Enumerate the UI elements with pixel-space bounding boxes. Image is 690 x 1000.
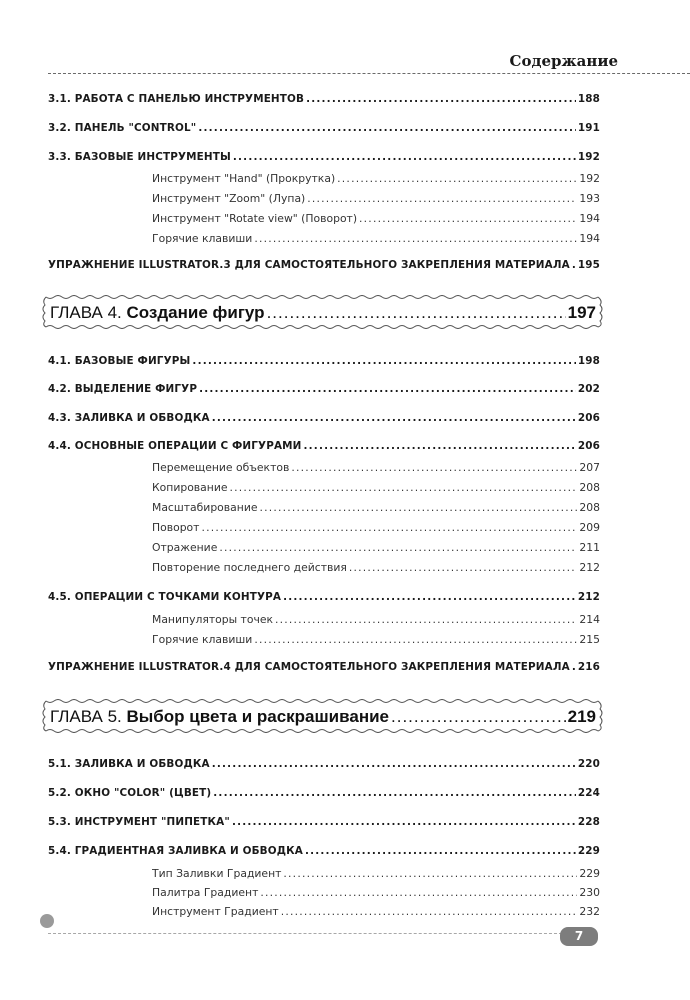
dot-leader xyxy=(201,521,577,534)
dot-leader xyxy=(199,383,576,395)
toc-entry-title: Инструмент Градиент xyxy=(152,905,279,918)
dot-leader xyxy=(198,122,576,134)
toc-entry-page: 212 xyxy=(579,561,600,574)
header-divider xyxy=(48,73,690,74)
dot-leader xyxy=(232,816,576,828)
toc-entry-page: 194 xyxy=(579,232,600,245)
toc-entry[interactable] xyxy=(48,816,600,828)
dot-leader xyxy=(219,541,577,554)
toc-entry-page: 206 xyxy=(577,440,600,452)
toc-entry-page: 215 xyxy=(579,633,600,646)
dot-leader xyxy=(260,886,577,899)
toc-entry-title: 4.3. ЗАЛИВКА И ОБВОДКА xyxy=(48,412,210,424)
toc-entry-title: Палитра Градиент xyxy=(152,886,259,899)
running-header-title: Содержание xyxy=(509,52,618,70)
toc-entry-page: 228 xyxy=(577,816,600,828)
dot-leader xyxy=(391,707,566,727)
toc-entry-title: УПРАЖНЕНИЕ ILLUSTRATOR.4 ДЛЯ САМОСТОЯТЕЛЬНОГО ЗАКРЕПЛЕНИЯ МАТЕРИАЛА xyxy=(48,661,570,673)
dot-leader xyxy=(304,440,576,452)
toc-subentry[interactable] xyxy=(152,867,600,880)
footer-dot-icon xyxy=(40,914,54,928)
toc-entry-title: Горячие клавиши xyxy=(152,633,253,646)
toc-entry-page: 209 xyxy=(579,521,600,534)
toc-entry[interactable] xyxy=(48,787,600,799)
chapter-title: Создание фигур xyxy=(126,303,265,322)
chapter-heading-4[interactable] xyxy=(40,295,606,329)
toc-entry-page: 198 xyxy=(577,355,600,367)
dot-leader xyxy=(254,232,577,245)
toc-entry[interactable] xyxy=(48,259,600,271)
dot-leader xyxy=(275,613,577,626)
toc-entry-title: 4.4. ОСНОВНЫЕ ОПЕРАЦИИ С ФИГУРАМИ xyxy=(48,440,302,452)
chapter-page: 219 xyxy=(567,707,596,726)
dot-leader xyxy=(213,787,576,799)
toc-entry-title: Масштабирование xyxy=(152,501,258,514)
toc-entry[interactable] xyxy=(48,758,600,770)
toc-subentry[interactable] xyxy=(152,905,600,918)
chapter-page: 197 xyxy=(567,303,596,322)
page-number-badge: 7 xyxy=(560,927,598,946)
toc-entry-page: 192 xyxy=(579,172,600,185)
toc-entry[interactable] xyxy=(48,151,600,163)
toc-entry[interactable] xyxy=(48,845,600,857)
toc-subentry[interactable] xyxy=(152,633,600,646)
toc-subentry[interactable] xyxy=(152,212,600,225)
chapter-label: ГЛАВА 4. xyxy=(50,303,122,322)
chapter-title: Выбор цвета и раскрашивание xyxy=(126,707,389,726)
toc-subentry[interactable] xyxy=(152,481,600,494)
toc-entry-title: 3.1. РАБОТА С ПАНЕЛЬЮ ИНСТРУМЕНТОВ xyxy=(48,93,305,105)
dot-leader xyxy=(291,461,577,474)
toc-entry-page: 188 xyxy=(577,93,600,105)
toc-entry-title: 5.2. ОКНО "COLOR" (ЦВЕТ) xyxy=(48,787,212,799)
toc-entry-page: 224 xyxy=(577,787,600,799)
toc-entry-page: 192 xyxy=(577,151,600,163)
toc-subentry[interactable] xyxy=(152,886,600,899)
toc-entry-page: 194 xyxy=(579,212,600,225)
toc-entry-page: 229 xyxy=(577,845,600,857)
toc-entry-page: 230 xyxy=(579,886,600,899)
toc-entry-title: 3.2. ПАНЕЛЬ "CONTROL" xyxy=(48,122,197,134)
dot-leader xyxy=(260,501,578,514)
dot-leader xyxy=(572,661,576,673)
toc-entry-page: 212 xyxy=(577,591,600,603)
toc-entry[interactable] xyxy=(48,661,600,673)
dot-leader xyxy=(307,192,577,205)
toc-subentry[interactable] xyxy=(152,521,600,534)
toc-entry-title: Тип Заливки Градиент xyxy=(152,867,282,880)
dot-leader xyxy=(281,905,578,918)
dot-leader xyxy=(192,355,575,367)
dot-leader xyxy=(337,172,577,185)
dot-leader xyxy=(233,151,576,163)
toc-entry-page: 193 xyxy=(579,192,600,205)
toc-entry-title: 5.4. ГРАДИЕНТНАЯ ЗАЛИВКА И ОБВОДКА xyxy=(48,845,303,857)
toc-subentry[interactable] xyxy=(152,172,600,185)
toc-entry[interactable] xyxy=(48,93,600,105)
toc-entry-title: Перемещение объектов xyxy=(152,461,290,474)
toc-entry-title: Инструмент "Rotate view" (Поворот) xyxy=(152,212,358,225)
dot-leader xyxy=(254,633,577,646)
dot-leader xyxy=(283,591,576,603)
toc-entry-page: 207 xyxy=(579,461,600,474)
dot-leader xyxy=(230,481,578,494)
toc-entry-page: 208 xyxy=(579,501,600,514)
dot-leader xyxy=(212,412,576,424)
toc-entry[interactable] xyxy=(48,591,600,603)
toc-entry-page: 202 xyxy=(577,383,600,395)
toc-entry[interactable] xyxy=(48,122,600,134)
toc-subentry[interactable] xyxy=(152,561,600,574)
toc-entry-title: УПРАЖНЕНИЕ ILLUSTRATOR.3 ДЛЯ САМОСТОЯТЕЛЬНОГО ЗАКРЕПЛЕНИЯ МАТЕРИАЛА xyxy=(48,259,570,271)
toc-entry-title: Копирование xyxy=(152,481,228,494)
toc-subentry[interactable] xyxy=(152,461,600,474)
toc-entry-page: 191 xyxy=(577,122,600,134)
dot-leader xyxy=(267,303,566,323)
toc-entry-title: 4.5. ОПЕРАЦИИ С ТОЧКАМИ КОНТУРА xyxy=(48,591,282,603)
toc-entry-page: 220 xyxy=(577,758,600,770)
toc-entry-title: Инструмент "Zoom" (Лупа) xyxy=(152,192,306,205)
toc-entry[interactable] xyxy=(48,440,600,452)
toc-entry-page: 208 xyxy=(579,481,600,494)
toc-subentry[interactable] xyxy=(152,192,600,205)
chapter-label: ГЛАВА 5. xyxy=(50,707,122,726)
toc-entry-title: 5.1. ЗАЛИВКА И ОБВОДКА xyxy=(48,758,210,770)
toc-subentry[interactable] xyxy=(152,501,600,514)
toc-entry-title: 5.3. ИНСТРУМЕНТ "ПИПЕТКА" xyxy=(48,816,230,828)
dot-leader xyxy=(572,259,576,271)
dot-leader xyxy=(305,845,576,857)
toc-entry-title: Отражение xyxy=(152,541,218,554)
toc-subentry[interactable] xyxy=(152,541,600,554)
toc-entry-title: Повторение последнего действия xyxy=(152,561,347,574)
toc-subentry[interactable] xyxy=(152,613,600,626)
dot-leader xyxy=(306,93,576,105)
toc-entry-page: 206 xyxy=(577,412,600,424)
footer-divider xyxy=(48,933,572,934)
toc-entry-title: Поворот xyxy=(152,521,200,534)
toc-entry-page: 195 xyxy=(577,259,600,271)
toc-entry-page: 216 xyxy=(577,661,600,673)
toc-entry-page: 211 xyxy=(579,541,600,554)
dot-leader xyxy=(283,867,577,880)
toc-entry[interactable] xyxy=(48,412,600,424)
toc-entry-title: 4.2. ВЫДЕЛЕНИЕ ФИГУР xyxy=(48,383,198,395)
toc-entry-page: 214 xyxy=(579,613,600,626)
toc-entry[interactable] xyxy=(48,355,600,367)
toc-subentry[interactable] xyxy=(152,232,600,245)
toc-entry-page: 229 xyxy=(579,867,600,880)
toc-entry-title: 4.1. БАЗОВЫЕ ФИГУРЫ xyxy=(48,355,191,367)
chapter-heading-5[interactable] xyxy=(40,699,606,733)
toc-entry-page: 232 xyxy=(579,905,600,918)
dot-leader xyxy=(212,758,576,770)
toc-entry-title: Инструмент "Hand" (Прокрутка) xyxy=(152,172,336,185)
dot-leader xyxy=(349,561,578,574)
toc-entry-title: Горячие клавиши xyxy=(152,232,253,245)
toc-entry[interactable] xyxy=(48,383,600,395)
toc-entry-title: Манипуляторы точек xyxy=(152,613,273,626)
dot-leader xyxy=(359,212,577,225)
toc-entry-title: 3.3. БАЗОВЫЕ ИНСТРУМЕНТЫ xyxy=(48,151,231,163)
